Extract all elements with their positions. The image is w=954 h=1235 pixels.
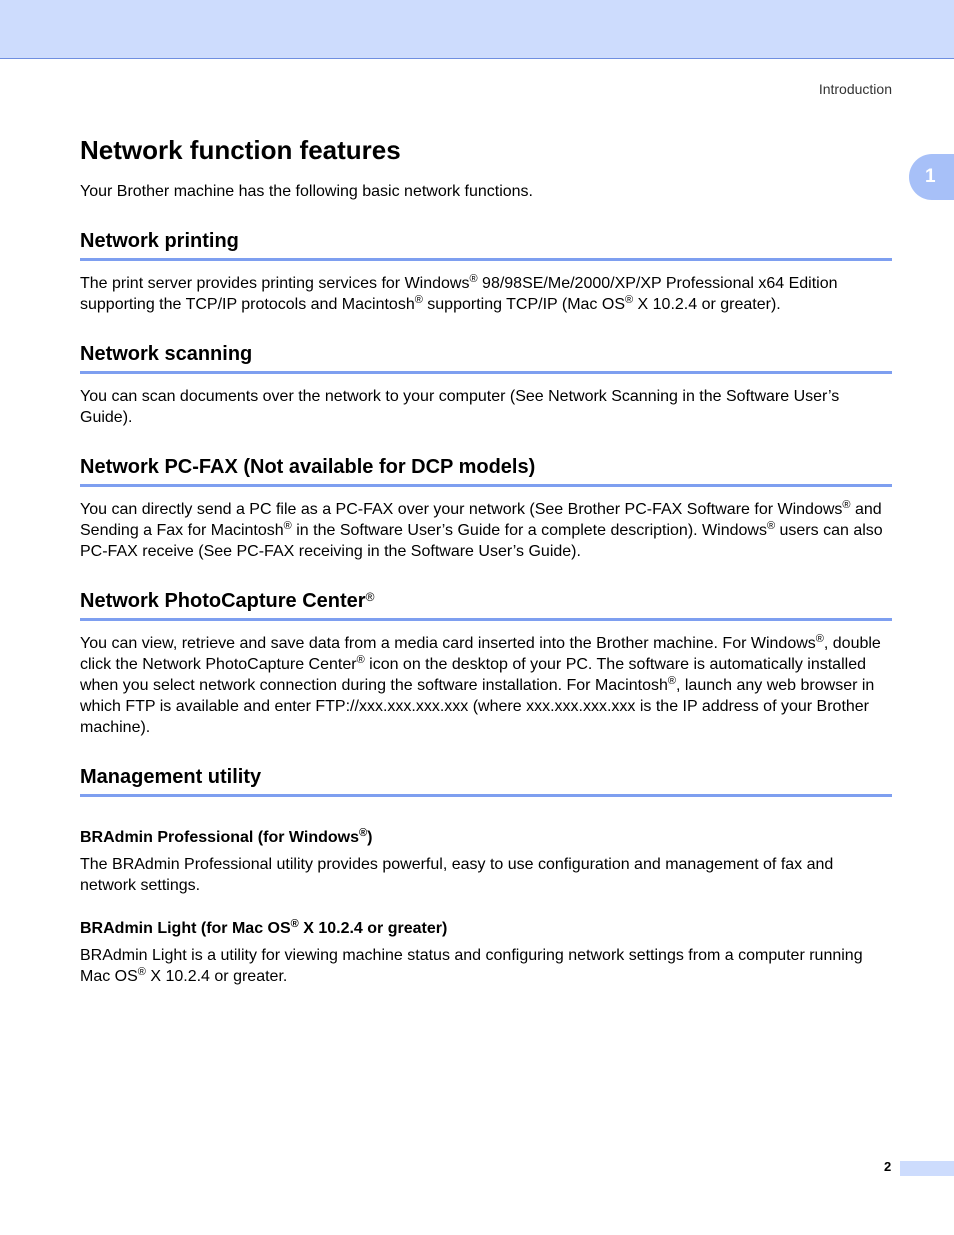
page-number: 2 [884,1159,892,1174]
intro-text: Your Brother machine has the following basic network functions. [80,183,533,200]
registered-mark: ® [667,675,676,687]
section-network-printing [80,228,892,315]
registered-mark: ® [624,294,634,306]
chapter-tab [909,154,954,200]
section-heading: Network scanning [80,341,892,374]
registered-mark: ® [766,520,776,532]
registered-mark: ® [469,273,478,285]
registered-mark: ® [290,918,299,930]
registered-mark: ® [283,520,292,532]
section-network-photocapture [80,588,892,738]
registered-mark: ® [358,827,368,839]
top-header-band [0,0,954,59]
page-content [80,132,892,987]
section-network-pcfax [80,454,892,562]
page-title: Network function features [80,135,401,165]
registered-mark: ® [356,654,365,666]
registered-mark: ® [414,294,423,306]
section-heading: Network PC-FAX (Not available for DCP models) [80,454,892,487]
section-heading: Network PhotoCapture Center® [80,588,892,621]
section-management-utility [80,764,892,987]
subsection-body: BRAdmin Light is a utility for viewing machine status and configuring network settings from a computer running Mac OS® X 10.2.4 or greater. [80,947,863,985]
section-heading: Management utility [80,764,892,797]
registered-mark: ® [137,966,146,978]
running-head: Introduction [818,81,892,97]
chapter-number: 1 [925,166,936,187]
section-body: You can view, retrieve and save data from a media card inserted into the Brother machine. For Windows®, double click the Network PhotoCapture Center® icon on the desktop of your PC. The software is automatically installed when you select network connection during the software installation. For Macintosh®, launch any web browser in which FTP is available and enter FTP://xxx.xxx.xxx.xxx (where xxx.xxx.xxx.xxx is the IP address of your Brother machine). [80,633,881,736]
page-tab [900,1161,954,1176]
registered-mark: ® [842,499,851,511]
section-body: You can scan documents over the network to your computer (See Network Scanning in the Software User’s Guide). [80,388,840,426]
registered-mark: ® [365,590,375,604]
section-heading: Network printing [80,228,892,261]
section-body: The print server provides printing services for Windows® 98/98SE/Me/2000/XP/XP Professional x64 Edition supporting the TCP/IP protocols and Macintosh® supporting TCP/IP (Mac OS® X 10.2.4 or greater). [80,273,838,313]
subheading-bradmin-light: BRAdmin Light (for Mac OS® X 10.2.4 or greater) [80,918,448,937]
subsection-body: The BRAdmin Professional utility provides powerful, easy to use configuration and management of fax and network settings. [80,856,834,894]
section-network-scanning [80,341,892,428]
subheading-bradmin-professional: BRAdmin Professional (for Windows®) [80,827,373,846]
registered-mark: ® [815,633,824,645]
section-body: You can directly send a PC file as a PC-FAX over your network (See Brother PC-FAX Software for Windows® and Sending a Fax for Macintosh® in the Software User’s Guide for a complete description). Windows® users can also PC-FAX receive (See PC-FAX receiving in the Software User’s Guide). [80,499,883,560]
